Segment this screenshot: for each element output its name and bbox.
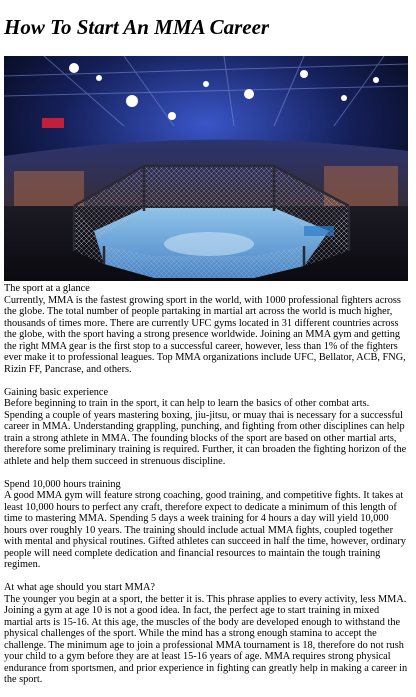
section-heading: At what age should you start MMA? — [4, 582, 155, 593]
section-paragraph: Currently, MMA is the fastest growing sport in the world, with 1000 professional fighters across the globe. The total number of people partaking in martial art across the world is much higher, thousands of times more. There are currently UFC gyms located in 31 different countries across the globe, with the sport having a strong presence worldwide. Joining an MMA gym and getting the right MMA gear is the first stop to a successful career, however, less than 1% of the fighters ever make it to professional leagues. Top MMA organizations include UFC, Bellator, ACB, FNG, Rizin FF, Pancrase, and others. — [4, 294, 406, 375]
section-paragraph: Before beginning to train in the sport, it can help to learn the basics of other combat arts. Spending a couple of years mastering boxing, jiu-jitsu, or muay thai is necessary for a successful career in MMA. Understanding grappling, punching, and fighting from other disciplines can help train a strong athlete in MMA. The founding blocks of the sport are based on other martial arts, therefore some preliminary training is required. Further, it can broaden the fighting horizon of the athlete and help them succeed in strenuous discipline. — [4, 398, 407, 467]
section-paragraph: A good MMA gym will feature strong coaching, good training, and competitive fights. It takes at least 10,000 hours to perfect any craft, therefore expect to dedicate a minimum of this length of time to mastering MMA. Spending 5 days a week training for 4 hours a day will yield 10,000 hours over roughly 10 years. The training should include actual MMA fights, coupled together with mental and physical routines. Gifted athletes can succeed in half the time, however, ordinary people will need complete dedication and financial resources to maintain the tough training regimen. — [4, 490, 406, 570]
section-starting-age — [4, 582, 408, 686]
hero-image — [4, 56, 408, 281]
section-training-hours — [4, 479, 408, 571]
section-overview — [4, 283, 408, 375]
section-heading: Spend 10,000 hours training — [4, 478, 121, 490]
section-heading: Gaining basic experience — [4, 386, 109, 398]
article-body — [4, 283, 408, 697]
section-paragraph: The younger you begin at a sport, the better it is. This phrase applies to every activity, less MMA. Joining a gym at age 10 is not a good idea. In fact, the perfect age to start training in mixed martial arts is 15-16. At this age, the muscles of the body are developed enough to withstand the physical challenges of the sport. While the mind has a strong enough stamina to accept the challenge. The minimum age to join a professional MMA tournament is 18, therefore do not rush your child to a gym before they are at least 15-16 years of age. MMA requires strong physical endurance from sportsmen, and prior experience in fighting can greatly help in making a career in the sport. — [4, 593, 408, 685]
arena-illustration — [4, 56, 408, 281]
section-heading: The sport at a glance — [4, 283, 90, 294]
page-title: How To Start An MMA Career — [4, 15, 270, 39]
section-basic-experience — [4, 387, 408, 468]
